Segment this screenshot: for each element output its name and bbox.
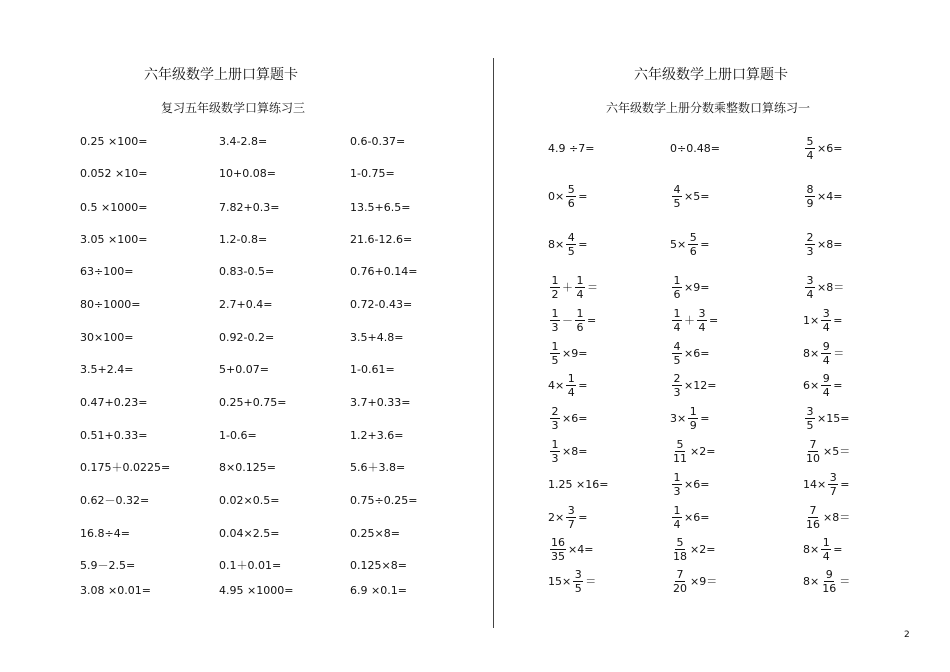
problem-text: ＋ <box>684 314 695 327</box>
fraction-denominator: 5 <box>673 196 681 210</box>
fraction-numerator: 7 <box>676 567 684 581</box>
problem-text: 0× <box>548 189 565 203</box>
fraction <box>566 372 576 399</box>
problem-text: ×12= <box>684 378 717 392</box>
problem-text: 1× <box>803 313 820 327</box>
problem-text: 0÷0.48= <box>670 141 720 155</box>
fraction-denominator: 3 <box>551 451 559 465</box>
problem-text: ×2= <box>690 444 716 458</box>
left-problem: 3.7+0.33= <box>350 396 411 409</box>
fraction-denominator: 4 <box>822 385 830 399</box>
problem-text: = <box>700 411 710 425</box>
problem-text: ＝ <box>587 281 598 294</box>
left-problem: 0.72-0.43= <box>350 298 413 311</box>
problem-text: = <box>578 510 588 524</box>
left-problem: 3.5+2.4= <box>80 363 134 376</box>
fraction <box>672 438 688 465</box>
left-problem: 6.9 ×0.1= <box>350 584 407 597</box>
fraction-denominator: 5 <box>574 581 582 595</box>
fraction <box>566 183 576 210</box>
problem-text: = <box>578 189 588 203</box>
left-problem: 0.51+0.33= <box>80 429 148 442</box>
left-problem: 5.6＋3.8= <box>350 461 406 474</box>
problem-text: = <box>578 237 588 251</box>
fraction-denominator: 4 <box>822 320 830 334</box>
problem-text: 6× <box>803 378 820 392</box>
fraction-denominator: 5 <box>806 418 814 432</box>
fraction-numerator: 4 <box>567 230 575 244</box>
problem-text: ×5＝ <box>823 445 851 458</box>
fraction-denominator: 35 <box>551 549 565 563</box>
fraction-numerator: 3 <box>567 503 575 517</box>
fraction-denominator: 7 <box>829 484 837 498</box>
fraction <box>828 471 838 498</box>
right-problem <box>548 176 587 216</box>
fraction <box>573 568 583 595</box>
fraction <box>672 372 682 399</box>
problem-text: ×2= <box>690 542 716 556</box>
fraction-denominator: 16 <box>822 581 837 595</box>
left-subtitle: 复习五年级数学口算练习三 <box>161 101 306 115</box>
fraction-numerator: 2 <box>551 404 559 418</box>
right-problem <box>548 128 594 168</box>
fraction <box>821 307 831 334</box>
fraction-denominator: 5 <box>551 353 559 367</box>
problem-text: ×15= <box>817 411 850 425</box>
right-problem <box>670 561 717 601</box>
problem-text: ×6= <box>684 477 710 491</box>
fraction <box>805 274 815 301</box>
fraction-denominator: 7 <box>567 517 575 531</box>
left-problem: 0.6-0.37= <box>350 135 406 148</box>
left-problem: 0.25 ×100= <box>80 135 148 148</box>
fraction-numerator: 1 <box>567 371 575 385</box>
problem-text: ×8＝ <box>817 281 845 294</box>
left-problem: 0.04×2.5= <box>219 527 280 540</box>
right-problem <box>803 224 842 264</box>
fraction <box>672 568 688 595</box>
left-problem: 0.052 ×10= <box>80 167 148 180</box>
fraction <box>805 438 821 465</box>
left-problem: 0.25+0.75= <box>219 396 287 409</box>
fraction-numerator: 1 <box>689 404 697 418</box>
fraction <box>697 307 707 334</box>
fraction <box>821 568 837 595</box>
fraction <box>550 438 560 465</box>
left-problem: 5+0.07= <box>219 363 269 376</box>
problem-text: 8× <box>548 237 565 251</box>
fraction-numerator: 3 <box>574 567 582 581</box>
fraction-numerator: 3 <box>829 470 837 484</box>
fraction-numerator: 1 <box>822 535 830 549</box>
fraction <box>672 536 688 563</box>
left-problem: 1-0.6= <box>219 429 257 442</box>
problem-text: ＝ <box>585 575 597 588</box>
problem-text: ＝ <box>839 575 851 588</box>
left-problem: 30×100= <box>80 331 134 344</box>
fraction-denominator: 6 <box>689 244 697 258</box>
problem-text: = <box>709 313 719 327</box>
problem-text: 8× <box>803 346 820 360</box>
left-problem: 16.8÷4= <box>80 527 130 540</box>
fraction-numerator: 1 <box>551 437 559 451</box>
problem-text: ×6= <box>562 411 588 425</box>
problem-text: 1.25 ×16= <box>548 477 609 491</box>
left-problem: 1.2-0.8= <box>219 233 268 246</box>
fraction-numerator: 3 <box>806 273 814 287</box>
fraction <box>805 135 815 162</box>
fraction-numerator: 9 <box>822 371 830 385</box>
problem-text: 14× <box>803 477 827 491</box>
left-problem: 10+0.08= <box>219 167 276 180</box>
problem-text: 3× <box>670 411 687 425</box>
left-problem: 0.25×8= <box>350 527 400 540</box>
right-problem <box>670 176 709 216</box>
right-problem <box>548 561 596 601</box>
fraction <box>805 231 815 258</box>
fraction-denominator: 5 <box>567 244 575 258</box>
problem-text: ×4= <box>817 189 843 203</box>
fraction-numerator: 16 <box>551 535 565 549</box>
left-problem: 3.05 ×100= <box>80 233 148 246</box>
fraction-denominator: 6 <box>567 196 575 210</box>
fraction-denominator: 9 <box>806 196 814 210</box>
fraction-numerator: 2 <box>806 230 814 244</box>
left-problem: 0.62－0.32= <box>80 494 150 507</box>
problem-text: ×8＝ <box>823 511 851 524</box>
problem-text: ×6= <box>684 510 710 524</box>
left-title: 六年级数学上册口算题卡 <box>144 67 298 83</box>
problem-text: ×9＝ <box>690 575 718 588</box>
right-problem <box>670 224 709 264</box>
right-title: 六年级数学上册口算题卡 <box>634 67 788 83</box>
left-problem: 0.5 ×1000= <box>80 201 148 214</box>
left-problem: 0.02×0.5= <box>219 494 280 507</box>
left-problem: 2.7+0.4= <box>219 298 273 311</box>
fraction <box>575 307 585 334</box>
fraction-denominator: 3 <box>673 484 681 498</box>
fraction-denominator: 20 <box>673 581 687 595</box>
fraction-denominator: 3 <box>551 320 559 334</box>
fraction-numerator: 1 <box>551 273 559 287</box>
right-problem <box>670 128 720 168</box>
fraction <box>550 340 560 367</box>
problem-text: － <box>562 314 573 327</box>
fraction <box>672 340 682 367</box>
problem-text: 4.9 ÷7= <box>548 141 595 155</box>
problem-text: 2× <box>548 510 565 524</box>
fraction <box>672 471 682 498</box>
problem-text: 15× <box>548 574 572 588</box>
fraction-numerator: 1 <box>551 339 559 353</box>
fraction-numerator: 5 <box>689 230 697 244</box>
problem-text: = <box>833 542 843 556</box>
left-problem: 0.125×8= <box>350 559 407 572</box>
fraction <box>805 504 821 531</box>
fraction-denominator: 11 <box>673 451 687 465</box>
fraction <box>566 231 576 258</box>
fraction-numerator: 4 <box>673 182 681 196</box>
fraction-denominator: 3 <box>806 244 814 258</box>
fraction <box>805 405 815 432</box>
problem-text: = <box>840 477 850 491</box>
problem-text: ×9= <box>562 346 588 360</box>
fraction-numerator: 5 <box>806 134 814 148</box>
page-number: 2 <box>904 630 910 640</box>
problem-text: ×6= <box>684 346 710 360</box>
problem-text: 8× <box>803 574 820 588</box>
fraction <box>550 274 560 301</box>
problem-text: ×4= <box>568 542 594 556</box>
fraction-denominator: 6 <box>673 287 681 301</box>
right-problem <box>803 128 842 168</box>
right-problem <box>803 561 850 601</box>
left-problem: 7.82+0.3= <box>219 201 280 214</box>
problem-text: ×6= <box>817 141 843 155</box>
left-problem: 4.95 ×1000= <box>219 584 294 597</box>
problem-text: ×9= <box>684 280 710 294</box>
left-problem: 0.92-0.2= <box>219 331 275 344</box>
fraction <box>550 405 560 432</box>
fraction <box>672 307 682 334</box>
left-problem: 8×0.125= <box>219 461 276 474</box>
problem-text: = <box>700 237 710 251</box>
fraction-numerator: 3 <box>822 306 830 320</box>
problem-text: ×5= <box>684 189 710 203</box>
fraction-denominator: 9 <box>689 418 697 432</box>
fraction-numerator: 1 <box>673 470 681 484</box>
fraction <box>672 274 682 301</box>
fraction-numerator: 1 <box>673 503 681 517</box>
fraction-numerator: 1 <box>673 306 681 320</box>
left-problem: 3.08 ×0.01= <box>80 584 151 597</box>
fraction <box>805 183 815 210</box>
problem-text: 4× <box>548 378 565 392</box>
fraction-denominator: 3 <box>551 418 559 432</box>
fraction-denominator: 4 <box>673 517 681 531</box>
page-divider <box>493 58 494 628</box>
fraction-numerator: 3 <box>698 306 706 320</box>
fraction-denominator: 4 <box>822 549 830 563</box>
fraction <box>575 274 585 301</box>
left-problem: 1-0.75= <box>350 167 395 180</box>
left-problem: 1-0.61= <box>350 363 395 376</box>
left-problem: 13.5+6.5= <box>350 201 411 214</box>
left-problem: 5.9－2.5= <box>80 559 136 572</box>
right-subtitle: 六年级数学上册分数乘整数口算练习一 <box>606 101 811 115</box>
fraction-numerator: 4 <box>673 339 681 353</box>
fraction-numerator: 9 <box>822 339 830 353</box>
fraction-numerator: 9 <box>825 567 833 581</box>
left-problem: 0.75÷0.25= <box>350 494 418 507</box>
fraction-numerator: 1 <box>576 306 584 320</box>
fraction-numerator: 1 <box>673 273 681 287</box>
left-problem: 3.4-2.8= <box>219 135 268 148</box>
fraction <box>821 536 831 563</box>
left-problem: 0.47+0.23= <box>80 396 148 409</box>
fraction <box>672 504 682 531</box>
fraction <box>550 536 566 563</box>
problem-text: = <box>578 378 588 392</box>
left-problem: 0.76+0.14= <box>350 265 418 278</box>
fraction <box>688 231 698 258</box>
fraction <box>550 307 560 334</box>
fraction-denominator: 18 <box>673 549 687 563</box>
left-problem: 1.2+3.6= <box>350 429 404 442</box>
fraction-denominator: 4 <box>822 353 830 367</box>
problem-text: = <box>587 313 597 327</box>
problem-text: 5× <box>670 237 687 251</box>
fraction-denominator: 2 <box>551 287 559 301</box>
left-problem: 3.5+4.8= <box>350 331 404 344</box>
fraction <box>821 372 831 399</box>
fraction-denominator: 4 <box>698 320 706 334</box>
problem-text: = <box>833 378 843 392</box>
fraction-denominator: 5 <box>673 353 681 367</box>
fraction-numerator: 1 <box>576 273 584 287</box>
fraction-denominator: 6 <box>576 320 584 334</box>
fraction-numerator: 5 <box>676 535 684 549</box>
problem-text: ×8= <box>562 444 588 458</box>
fraction-denominator: 16 <box>806 517 820 531</box>
fraction-numerator: 5 <box>676 437 684 451</box>
left-problem: 63÷100= <box>80 265 134 278</box>
fraction-numerator: 8 <box>806 182 814 196</box>
fraction <box>566 504 576 531</box>
fraction <box>672 183 682 210</box>
left-problem: 0.1＋0.01= <box>219 559 282 572</box>
left-problem: 21.6-12.6= <box>350 233 413 246</box>
fraction-denominator: 4 <box>567 385 575 399</box>
fraction-numerator: 2 <box>673 371 681 385</box>
left-problem: 80÷1000= <box>80 298 141 311</box>
fraction-numerator: 5 <box>567 182 575 196</box>
fraction-denominator: 10 <box>806 451 820 465</box>
fraction-denominator: 3 <box>673 385 681 399</box>
right-problem <box>803 176 842 216</box>
fraction-numerator: 7 <box>809 437 817 451</box>
fraction-denominator: 4 <box>806 148 814 162</box>
problem-text: = <box>833 313 843 327</box>
fraction-numerator: 1 <box>551 306 559 320</box>
problem-text: ＝ <box>833 347 845 360</box>
fraction-denominator: 4 <box>576 287 584 301</box>
left-problem: 0.175＋0.0225= <box>80 461 171 474</box>
problem-text: ＋ <box>562 281 573 294</box>
right-problem <box>548 224 587 264</box>
fraction-denominator: 4 <box>806 287 814 301</box>
fraction <box>688 405 698 432</box>
fraction-numerator: 7 <box>809 503 817 517</box>
problem-text: ×8= <box>817 237 843 251</box>
left-problem: 0.83-0.5= <box>219 265 275 278</box>
problem-text: 8× <box>803 542 820 556</box>
fraction-numerator: 3 <box>806 404 814 418</box>
fraction <box>821 340 831 367</box>
fraction-denominator: 4 <box>673 320 681 334</box>
